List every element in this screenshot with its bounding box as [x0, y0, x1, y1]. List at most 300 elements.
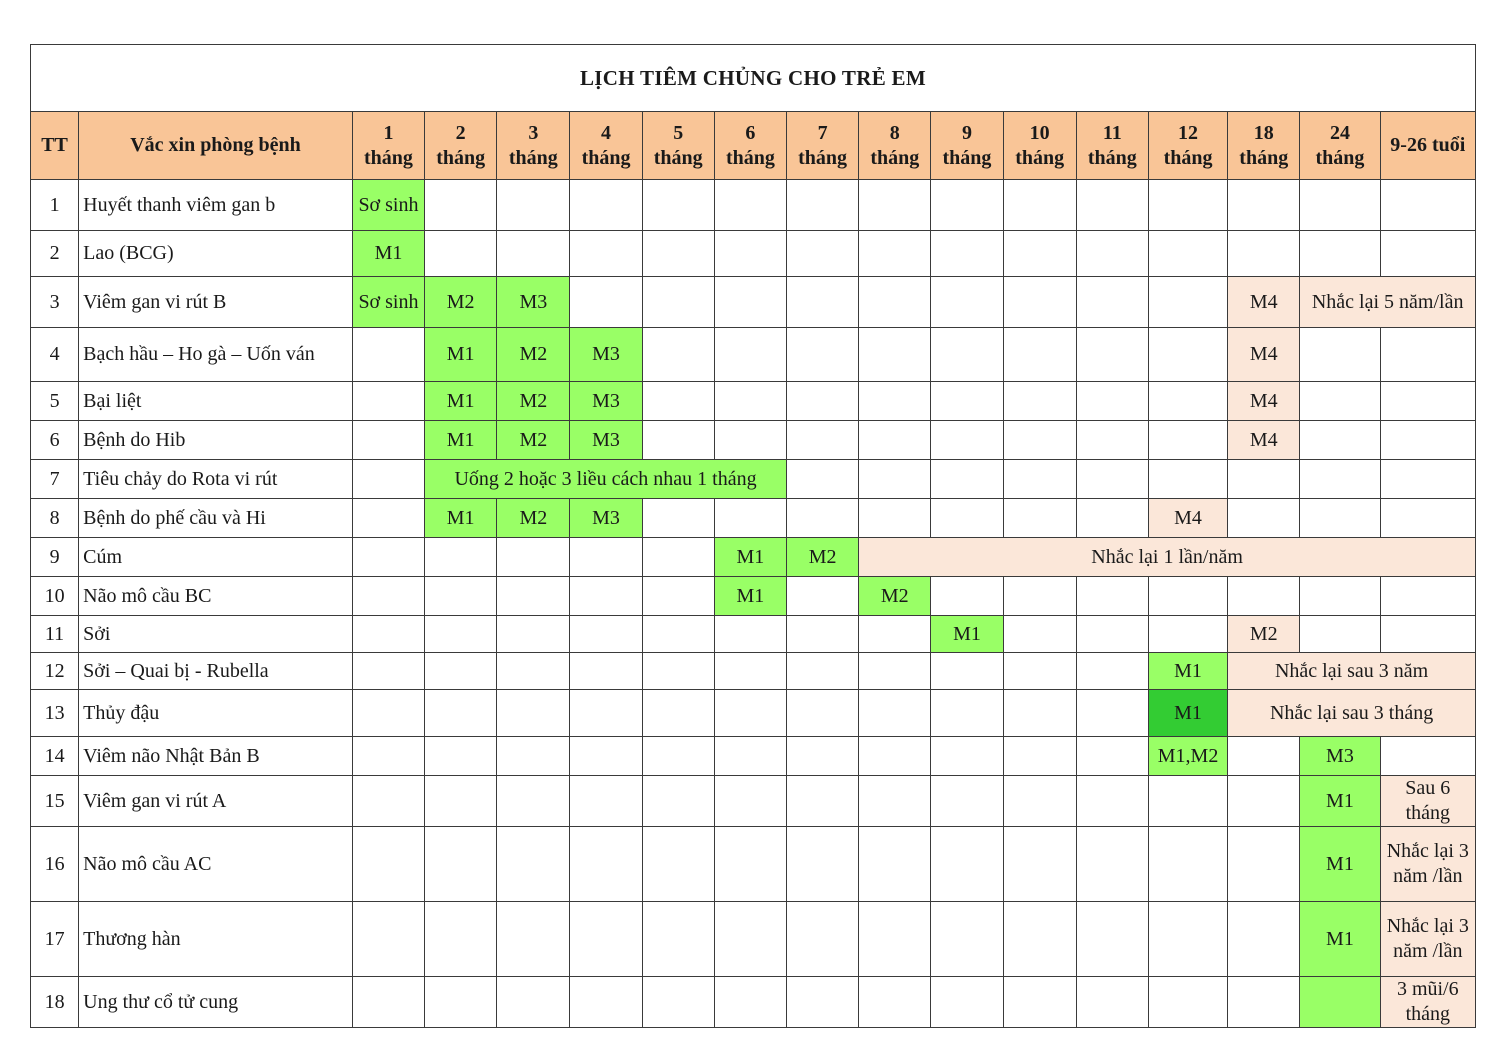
empty-cell	[1076, 577, 1148, 616]
empty-cell	[642, 421, 714, 460]
empty-cell	[859, 737, 931, 776]
dose-cell: M1,M2	[1148, 737, 1227, 776]
empty-cell	[714, 180, 786, 231]
empty-cell	[1380, 382, 1475, 421]
empty-cell	[642, 827, 714, 902]
header-month-number: 9	[961, 121, 972, 144]
empty-cell	[497, 231, 570, 277]
empty-cell	[1076, 328, 1148, 382]
header-month-number: 5	[673, 121, 684, 144]
empty-cell	[787, 499, 859, 538]
empty-cell	[570, 231, 642, 277]
empty-cell	[931, 460, 1003, 499]
vaccine-name: Huyết thanh viêm gan b	[79, 180, 353, 231]
empty-cell	[570, 277, 642, 328]
table-row	[31, 776, 1476, 827]
dose-cell: Sơ sinh	[352, 277, 424, 328]
empty-cell	[859, 690, 931, 737]
dose-cell: M3	[497, 277, 570, 328]
dose-cell: M4	[1228, 277, 1300, 328]
empty-cell	[1003, 231, 1076, 277]
dose-cell: M4	[1228, 328, 1300, 382]
empty-cell	[1380, 616, 1475, 653]
header-month-8	[859, 112, 931, 180]
empty-cell	[570, 977, 642, 1028]
empty-cell	[787, 328, 859, 382]
empty-cell	[642, 382, 714, 421]
empty-cell	[352, 577, 424, 616]
dose-cell: Nhắc lại 1 lần/năm	[859, 538, 1476, 577]
empty-cell	[1300, 577, 1380, 616]
empty-cell	[1228, 460, 1300, 499]
empty-cell	[859, 180, 931, 231]
table-row	[31, 328, 1476, 382]
table-row	[31, 902, 1476, 977]
vaccine-name: Não mô cầu BC	[79, 577, 353, 616]
dose-cell: Nhắc lại 5 năm/lần	[1300, 277, 1476, 328]
empty-cell	[1300, 382, 1380, 421]
empty-cell	[1380, 231, 1475, 277]
dose-cell: 3 mũi/6 tháng	[1380, 977, 1475, 1028]
header-month-unit: tháng	[1015, 146, 1065, 169]
empty-cell	[1148, 616, 1227, 653]
dose-cell: Sơ sinh	[352, 180, 424, 231]
vaccine-name: Sởi – Quai bị - Rubella	[79, 653, 353, 690]
empty-cell	[1076, 737, 1148, 776]
empty-cell	[931, 421, 1003, 460]
dose-cell: M4	[1228, 421, 1300, 460]
empty-cell	[642, 499, 714, 538]
row-number: 17	[31, 902, 79, 977]
header-month-unit: tháng	[1087, 146, 1137, 169]
empty-cell	[787, 382, 859, 421]
empty-cell	[714, 277, 786, 328]
header-month-number: 24	[1329, 121, 1350, 144]
empty-cell	[352, 616, 424, 653]
dose-cell: Uống 2 hoặc 3 liều cách nhau 1 tháng	[425, 460, 787, 499]
empty-cell	[642, 577, 714, 616]
header-month-6	[714, 112, 786, 180]
empty-cell	[642, 690, 714, 737]
empty-cell	[787, 776, 859, 827]
empty-cell	[1228, 977, 1300, 1028]
empty-cell	[1228, 827, 1300, 902]
empty-cell	[1003, 460, 1076, 499]
dose-cell: M3	[1300, 737, 1380, 776]
table-row	[31, 460, 1476, 499]
empty-cell	[714, 421, 786, 460]
empty-cell	[642, 328, 714, 382]
row-number: 1	[31, 180, 79, 231]
header-month-11	[1076, 112, 1148, 180]
dose-cell: M2	[497, 499, 570, 538]
dose-cell: Nhắc lại sau 3 năm	[1228, 653, 1476, 690]
vaccine-name: Bại liệt	[79, 382, 353, 421]
empty-cell	[570, 827, 642, 902]
empty-cell	[1076, 902, 1148, 977]
dose-cell: M2	[1228, 616, 1300, 653]
empty-cell	[352, 382, 424, 421]
empty-cell	[1148, 977, 1227, 1028]
table-row	[31, 421, 1476, 460]
empty-cell	[642, 977, 714, 1028]
empty-cell	[787, 827, 859, 902]
empty-cell	[1076, 653, 1148, 690]
dose-cell: M1	[714, 577, 786, 616]
empty-cell	[1003, 616, 1076, 653]
header-month-18	[1228, 112, 1300, 180]
dose-cell: M2	[497, 382, 570, 421]
empty-cell	[352, 902, 424, 977]
empty-cell	[1380, 328, 1475, 382]
empty-cell	[497, 977, 570, 1028]
header-tt: TT	[31, 112, 79, 180]
empty-cell	[1148, 827, 1227, 902]
table-row	[31, 827, 1476, 902]
empty-cell	[1076, 977, 1148, 1028]
empty-cell	[1076, 827, 1148, 902]
table-header-row	[31, 112, 1476, 180]
empty-cell	[1148, 328, 1227, 382]
empty-cell	[425, 977, 497, 1028]
empty-cell	[1300, 231, 1380, 277]
row-number: 7	[31, 460, 79, 499]
dose-cell: M1	[1148, 653, 1227, 690]
dose-cell: M2	[787, 538, 859, 577]
empty-cell	[642, 902, 714, 977]
header-month-3	[497, 112, 570, 180]
empty-cell	[1003, 653, 1076, 690]
header-month-9	[931, 112, 1003, 180]
empty-cell	[1003, 180, 1076, 231]
empty-cell	[787, 653, 859, 690]
header-month-number: 1	[383, 121, 394, 144]
empty-cell	[425, 827, 497, 902]
empty-cell	[859, 421, 931, 460]
empty-cell	[352, 328, 424, 382]
vaccine-name: Viêm gan vi rút B	[79, 277, 353, 328]
empty-cell	[1380, 577, 1475, 616]
row-number: 12	[31, 653, 79, 690]
empty-cell	[787, 737, 859, 776]
empty-cell	[497, 902, 570, 977]
empty-cell	[787, 577, 859, 616]
header-month-unit: tháng	[942, 146, 992, 169]
empty-cell	[1148, 231, 1227, 277]
empty-cell	[787, 180, 859, 231]
vaccine-name: Bệnh do phế cầu và Hi	[79, 499, 353, 538]
dose-cell: M2	[497, 328, 570, 382]
empty-cell	[352, 690, 424, 737]
table-row	[31, 538, 1476, 577]
empty-cell	[425, 776, 497, 827]
row-number: 10	[31, 577, 79, 616]
empty-cell	[859, 231, 931, 277]
empty-cell	[714, 328, 786, 382]
empty-cell	[425, 737, 497, 776]
empty-cell	[1228, 231, 1300, 277]
dose-cell: Sau 6 tháng	[1380, 776, 1475, 827]
empty-cell	[931, 902, 1003, 977]
empty-cell	[1228, 577, 1300, 616]
row-number: 3	[31, 277, 79, 328]
table-row	[31, 499, 1476, 538]
empty-cell	[1148, 277, 1227, 328]
empty-cell	[352, 499, 424, 538]
empty-cell	[1380, 460, 1475, 499]
empty-cell	[425, 616, 497, 653]
empty-cell	[1076, 231, 1148, 277]
header-month-number: 11	[1102, 121, 1122, 144]
empty-cell	[931, 776, 1003, 827]
empty-cell	[859, 776, 931, 827]
empty-cell	[352, 737, 424, 776]
header-month-number: 12	[1178, 121, 1199, 144]
vaccine-name: Tiêu chảy do Rota vi rút	[79, 460, 353, 499]
empty-cell	[1076, 690, 1148, 737]
empty-cell	[931, 577, 1003, 616]
header-month-unit: tháng	[653, 146, 703, 169]
row-number: 5	[31, 382, 79, 421]
empty-cell	[859, 616, 931, 653]
empty-cell	[425, 538, 497, 577]
table-row	[31, 231, 1476, 277]
empty-cell	[1300, 460, 1380, 499]
empty-cell	[570, 538, 642, 577]
empty-cell	[642, 737, 714, 776]
header-month-unit: tháng	[581, 146, 631, 169]
empty-cell	[714, 737, 786, 776]
header-month-10	[1003, 112, 1076, 180]
empty-cell	[570, 776, 642, 827]
empty-cell	[931, 737, 1003, 776]
empty-cell	[497, 737, 570, 776]
table-row	[31, 977, 1476, 1028]
empty-cell	[859, 653, 931, 690]
header-month-number: 18	[1253, 121, 1274, 144]
empty-cell	[1076, 460, 1148, 499]
empty-cell	[859, 827, 931, 902]
dose-cell: M3	[570, 499, 642, 538]
empty-cell	[1148, 460, 1227, 499]
row-number: 16	[31, 827, 79, 902]
empty-cell	[570, 616, 642, 653]
empty-cell	[931, 827, 1003, 902]
empty-cell	[1148, 577, 1227, 616]
empty-cell	[352, 827, 424, 902]
empty-cell	[497, 690, 570, 737]
table-row	[31, 277, 1476, 328]
empty-cell	[1380, 180, 1475, 231]
empty-cell	[787, 277, 859, 328]
empty-cell	[859, 460, 931, 499]
dose-cell: M1	[1300, 827, 1380, 902]
empty-cell	[714, 690, 786, 737]
empty-cell	[497, 577, 570, 616]
empty-cell	[714, 776, 786, 827]
dose-cell: M1	[714, 538, 786, 577]
vaccine-name: Viêm não Nhật Bản B	[79, 737, 353, 776]
table-row	[31, 737, 1476, 776]
empty-cell	[859, 499, 931, 538]
row-number: 9	[31, 538, 79, 577]
empty-cell	[1380, 421, 1475, 460]
empty-cell	[497, 653, 570, 690]
empty-cell	[1003, 577, 1076, 616]
empty-cell	[1003, 977, 1076, 1028]
empty-cell	[1300, 499, 1380, 538]
dose-cell: Nhắc lại 3 năm /lần	[1380, 902, 1475, 977]
empty-cell	[1300, 180, 1380, 231]
empty-cell	[352, 538, 424, 577]
vaccine-name: Bạch hầu – Ho gà – Uốn ván	[79, 328, 353, 382]
header-month-number: 3	[528, 121, 539, 144]
empty-cell	[642, 538, 714, 577]
empty-cell	[1148, 902, 1227, 977]
header-month-24	[1300, 112, 1380, 180]
empty-cell	[352, 460, 424, 499]
empty-cell	[1228, 180, 1300, 231]
empty-cell	[1076, 776, 1148, 827]
vaccine-name: Viêm gan vi rút A	[79, 776, 353, 827]
empty-cell	[1300, 616, 1380, 653]
empty-cell	[352, 421, 424, 460]
dose-cell: M2	[497, 421, 570, 460]
empty-cell	[714, 653, 786, 690]
header-month-5	[642, 112, 714, 180]
header-month-number: 4	[601, 121, 612, 144]
empty-cell	[714, 902, 786, 977]
empty-cell	[1003, 690, 1076, 737]
empty-cell	[1076, 277, 1148, 328]
empty-cell	[1228, 902, 1300, 977]
empty-cell	[859, 328, 931, 382]
empty-cell	[497, 616, 570, 653]
empty-cell	[642, 180, 714, 231]
empty-cell	[787, 231, 859, 277]
header-month-number: 6	[745, 121, 756, 144]
header-month-number: 8	[889, 121, 900, 144]
header-month-unit: tháng	[1239, 146, 1289, 169]
empty-cell	[1076, 180, 1148, 231]
empty-cell	[642, 653, 714, 690]
empty-cell	[931, 977, 1003, 1028]
dose-cell: M3	[570, 421, 642, 460]
dose-cell: M4	[1148, 499, 1227, 538]
empty-cell	[931, 499, 1003, 538]
header-month-number: 10	[1029, 121, 1050, 144]
row-number: 6	[31, 421, 79, 460]
header-month-unit: tháng	[798, 146, 848, 169]
dose-cell: M1	[1148, 690, 1227, 737]
empty-cell	[931, 653, 1003, 690]
empty-cell	[497, 776, 570, 827]
empty-cell	[1300, 328, 1380, 382]
dose-cell: M1	[352, 231, 424, 277]
empty-cell	[1003, 277, 1076, 328]
vaccine-name: Lao (BCG)	[79, 231, 353, 277]
empty-cell	[787, 616, 859, 653]
empty-cell	[787, 421, 859, 460]
table-row	[31, 577, 1476, 616]
dose-cell: M4	[1228, 382, 1300, 421]
header-month-1	[352, 112, 424, 180]
row-number: 15	[31, 776, 79, 827]
empty-cell	[497, 827, 570, 902]
table-row	[31, 653, 1476, 690]
vaccination-schedule-table	[30, 111, 1476, 1028]
dose-cell: M1	[931, 616, 1003, 653]
header-vaccine: Vắc xin phòng bệnh	[79, 112, 353, 180]
dose-cell: M1	[1300, 902, 1380, 977]
table-row	[31, 690, 1476, 737]
row-number: 14	[31, 737, 79, 776]
empty-cell	[1003, 421, 1076, 460]
empty-cell	[1148, 776, 1227, 827]
header-month-unit: tháng	[725, 146, 775, 169]
row-number: 2	[31, 231, 79, 277]
empty-cell	[787, 690, 859, 737]
empty-cell	[714, 827, 786, 902]
empty-cell	[931, 328, 1003, 382]
empty-cell	[1228, 737, 1300, 776]
vaccine-name: Sởi	[79, 616, 353, 653]
empty-cell	[1148, 382, 1227, 421]
empty-cell	[570, 737, 642, 776]
row-number: 8	[31, 499, 79, 538]
page-title: LỊCH TIÊM CHỦNG CHO TRẺ EM	[30, 44, 1476, 111]
header-month-unit: tháng	[1315, 146, 1365, 169]
empty-cell	[1076, 382, 1148, 421]
empty-cell	[931, 277, 1003, 328]
empty-cell	[1148, 421, 1227, 460]
vaccine-name: Thương hàn	[79, 902, 353, 977]
empty-cell	[497, 180, 570, 231]
dose-cell: Nhắc lại sau 3 tháng	[1228, 690, 1476, 737]
header-month-unit: tháng	[870, 146, 920, 169]
empty-cell	[642, 776, 714, 827]
empty-cell	[1076, 616, 1148, 653]
empty-cell	[859, 977, 931, 1028]
header-month-12	[1148, 112, 1227, 180]
table-row	[31, 616, 1476, 653]
header-age-9-26: 9-26 tuổi	[1380, 112, 1475, 180]
row-number: 4	[31, 328, 79, 382]
row-number: 13	[31, 690, 79, 737]
empty-cell	[1380, 499, 1475, 538]
empty-cell	[1003, 328, 1076, 382]
empty-cell	[1076, 421, 1148, 460]
empty-cell	[570, 653, 642, 690]
vaccine-name: Cúm	[79, 538, 353, 577]
vaccine-name: Ung thư cổ tử cung	[79, 977, 353, 1028]
empty-cell	[1380, 737, 1475, 776]
empty-cell	[425, 231, 497, 277]
empty-cell	[1300, 421, 1380, 460]
empty-cell	[714, 499, 786, 538]
empty-cell	[787, 977, 859, 1028]
header-month-unit: tháng	[364, 146, 413, 169]
empty-cell	[931, 231, 1003, 277]
empty-cell	[570, 902, 642, 977]
vaccine-name: Não mô cầu AC	[79, 827, 353, 902]
empty-cell	[859, 902, 931, 977]
empty-cell	[714, 977, 786, 1028]
empty-cell	[931, 180, 1003, 231]
empty-cell	[1003, 499, 1076, 538]
empty-cell	[931, 690, 1003, 737]
dose-cell: M1	[1300, 776, 1380, 827]
